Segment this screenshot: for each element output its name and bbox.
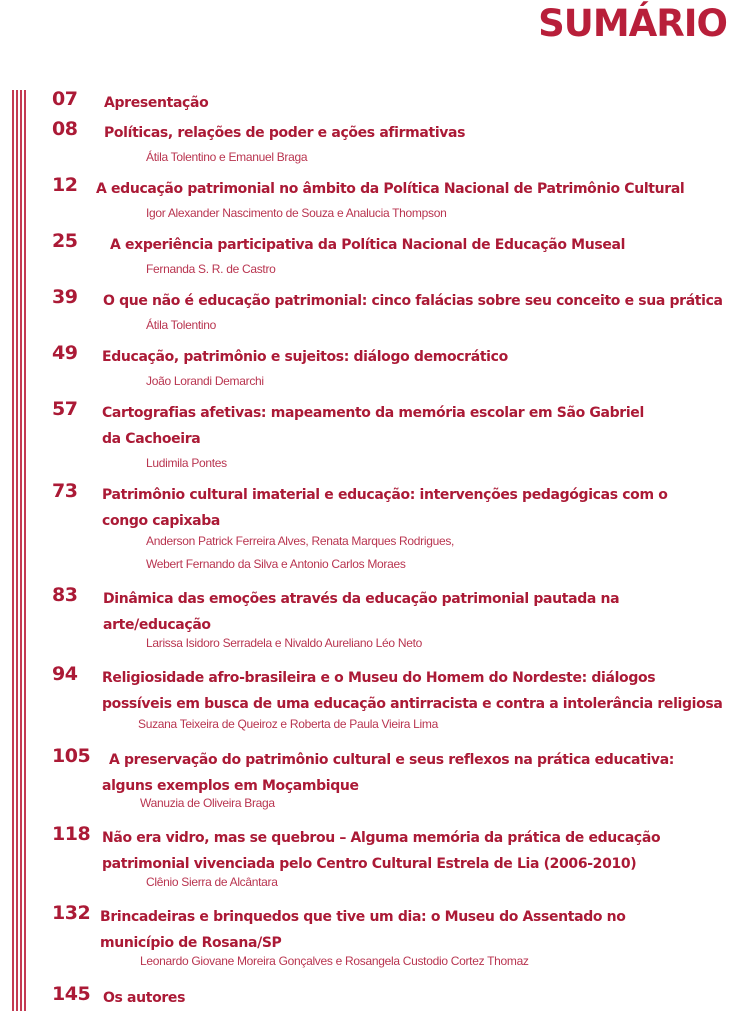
chapter-title-line: da Cachoeira <box>102 431 201 447</box>
page-number: 39 <box>52 286 78 308</box>
chapter-title-line: Patrimônio cultural imaterial e educação: intervenções pedagógicas com o <box>102 487 668 503</box>
page-number: 12 <box>52 174 78 196</box>
chapter-authors <box>146 452 227 475</box>
page-number: 83 <box>52 584 78 606</box>
author-line: Átila Tolentino <box>146 318 216 332</box>
chapter-authors <box>140 950 529 973</box>
chapter-authors <box>146 530 454 576</box>
page-number: 132 <box>52 902 91 924</box>
page-number: 57 <box>52 398 78 420</box>
chapter-title <box>102 344 508 370</box>
chapter-authors <box>146 314 216 337</box>
chapter-title-line: possíveis em busca de uma educação antirracista e contra a intolerância religiosa <box>102 696 723 712</box>
chapter-authors <box>146 146 307 169</box>
chapter-title-line: alguns exemplos em Moçambique <box>102 778 359 794</box>
chapter-title-line: patrimonial vivenciada pelo Centro Cultural Estrela de Lia (2006-2010) <box>102 856 637 872</box>
page-number: 08 <box>52 118 78 140</box>
chapter-title <box>103 586 619 638</box>
author-line: Ludimila Pontes <box>146 456 227 470</box>
chapter-title <box>102 482 667 534</box>
chapter-title <box>110 232 625 258</box>
author-line: Igor Alexander Nascimento de Souza e Analucia Thompson <box>146 206 447 220</box>
chapter-authors <box>146 202 446 225</box>
chapter-title-line: Dinâmica das emoções através da educação patrimonial pautada na <box>103 591 620 607</box>
chapter-title-line: O que não é educação patrimonial: cinco falácias sobre seu conceito e sua prática <box>103 293 723 309</box>
chapter-title-line: município de Rosana/SP <box>100 935 282 951</box>
author-line: Átila Tolentino e Emanuel Braga <box>146 150 308 164</box>
chapter-authors <box>146 258 276 281</box>
author-line: Wanuzia de Oliveira Braga <box>140 796 275 810</box>
chapter-title-line: Educação, patrimônio e sujeitos: diálogo democrático <box>102 349 508 365</box>
chapter-authors <box>138 713 438 736</box>
chapter-authors <box>146 632 422 655</box>
chapter-authors <box>140 792 275 815</box>
author-line: Larissa Isidoro Serradela e Nivaldo Aureliano Léo Neto <box>146 636 422 650</box>
page-number: 25 <box>52 230 78 252</box>
chapter-title-line: A educação patrimonial no âmbito da Política Nacional de Patrimônio Cultural <box>96 181 685 197</box>
chapter-authors <box>146 370 264 393</box>
chapter-title <box>104 90 208 116</box>
chapter-title-line: Brincadeiras e brinquedos que tive um dia: o Museu do Assentado no <box>100 909 626 925</box>
page-title: SUMÁRIO <box>538 2 727 45</box>
chapter-title <box>102 825 660 877</box>
page-number: 145 <box>52 983 91 1005</box>
chapter-title-line: Cartografias afetivas: mapeamento da memória escolar em São Gabriel <box>102 405 644 421</box>
page-number: 73 <box>52 480 78 502</box>
author-line: João Lorandi Demarchi <box>146 374 264 388</box>
chapter-title-line: Políticas, relações de poder e ações afirmativas <box>104 125 466 141</box>
author-line: Anderson Patrick Ferreira Alves, Renata Marques Rodrigues, <box>146 534 455 548</box>
author-line: Fernanda S. R. de Castro <box>146 262 276 276</box>
chapter-title <box>96 176 684 202</box>
chapter-title <box>103 985 185 1011</box>
author-line: Webert Fernando da Silva e Antonio Carlos Moraes <box>146 557 406 571</box>
page-number: 07 <box>52 88 78 110</box>
chapter-title-line: arte/educação <box>103 617 211 633</box>
chapter-title-line: Os autores <box>103 990 186 1006</box>
chapter-title-line: Religiosidade afro-brasileira e o Museu do Homem do Nordeste: diálogos <box>102 670 656 686</box>
chapter-title <box>100 904 626 956</box>
page-number: 118 <box>52 823 91 845</box>
chapter-authors <box>146 871 278 894</box>
author-line: Suzana Teixeira de Queiroz e Roberta de Paula Vieira Lima <box>138 717 438 731</box>
chapter-title <box>104 120 465 146</box>
chapter-title-line: Não era vidro, mas se quebrou – Alguma memória da prática de educação <box>102 830 661 846</box>
chapter-title-line: congo capixaba <box>102 513 221 529</box>
chapter-title-line: Apresentação <box>104 95 209 111</box>
page-number: 49 <box>52 342 78 364</box>
author-line: Leonardo Giovane Moreira Gonçalves e Rosangela Custodio Cortez Thomaz <box>140 954 529 968</box>
chapter-title <box>103 288 723 314</box>
page-number: 94 <box>52 663 78 685</box>
chapter-title-line: A preservação do patrimônio cultural e seus reflexos na prática educativa: <box>109 752 675 768</box>
author-line: Clênio Sierra de Alcântara <box>146 875 278 889</box>
chapter-title <box>102 665 722 717</box>
chapter-title <box>102 400 644 452</box>
page-number: 105 <box>52 745 91 767</box>
chapter-title-line: A experiência participativa da Política Nacional de Educação Museal <box>110 237 626 253</box>
